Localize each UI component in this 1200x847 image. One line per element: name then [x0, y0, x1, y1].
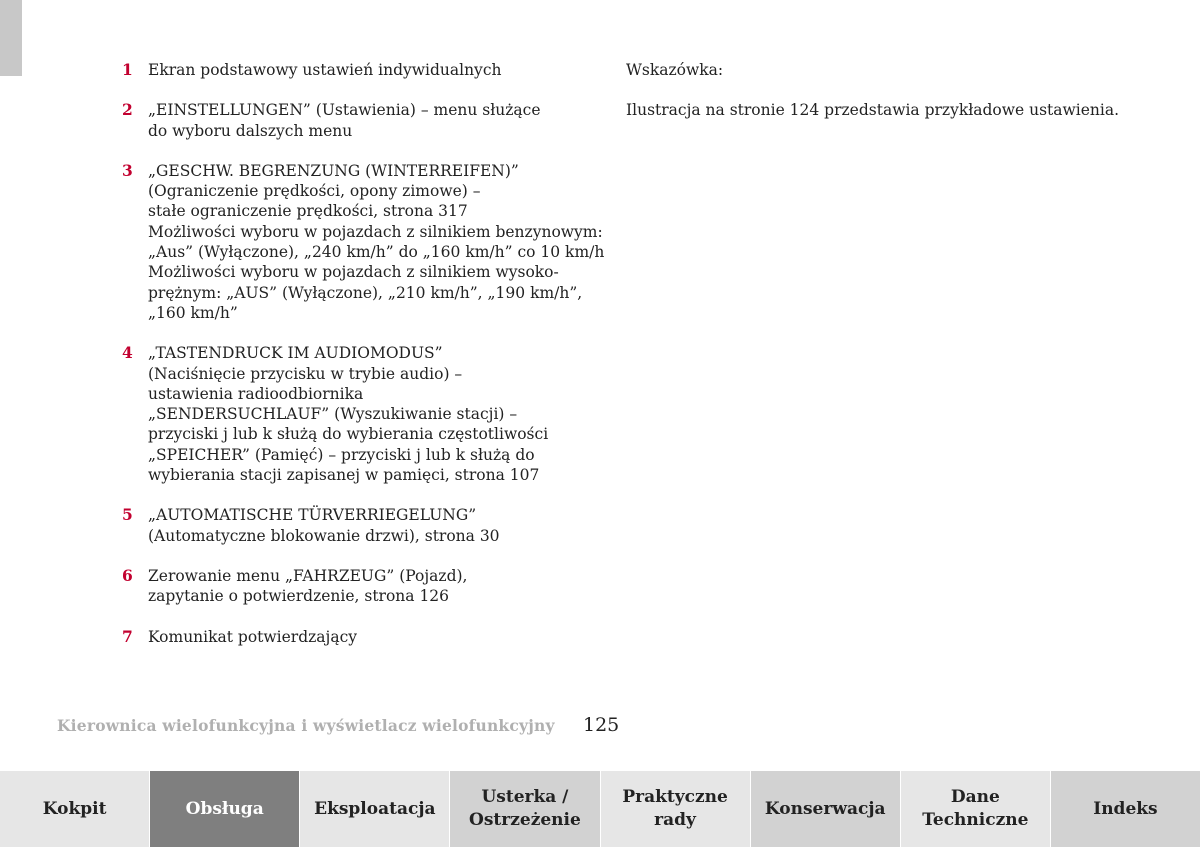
legend-item-line: „AUTOMATISCHE TÜRVERRIEGELUNG”: [148, 506, 477, 525]
legend-item-text: [148, 161, 604, 323]
tab-label: Dane: [950, 787, 1000, 807]
note-text: Ilustracja na stronie 124 przedstawia przykładowe ustawienia.: [626, 101, 1120, 120]
legend-item-line: zapytanie o potwierdzenie, strona 126: [148, 587, 450, 606]
legend-item-line: „EINSTELLUNGEN” (Ustawienia) – menu służące: [148, 101, 541, 120]
legend-item-line: do wyboru dalszych menu: [148, 121, 353, 140]
tab-label: Kokpit: [42, 798, 107, 819]
tab-label-group: [922, 786, 1028, 832]
legend-item-number: 3: [122, 160, 133, 180]
tab-label-group: [186, 798, 264, 821]
tab-label-group: [1093, 798, 1157, 821]
legend-item-line: „TASTENDRUCK IM AUDIOMODUS”: [148, 344, 443, 363]
tab-label-group: [314, 798, 435, 821]
tab-indeks[interactable]: [1051, 771, 1200, 847]
legend-item-line: ustawienia radioodbiornika: [148, 384, 364, 403]
legend-item-number: 7: [122, 626, 133, 646]
legend-item-line: (Ograniczenie prędkości, opony zimowe) –: [148, 182, 481, 201]
legend-item-number: 6: [122, 565, 133, 585]
legend-item-number: 5: [122, 505, 133, 525]
legend-item-text: [148, 627, 592, 647]
legend-item-line: „SPEICHER” (Pamięć) – przyciski j lub k służą do: [148, 445, 535, 464]
page-corner-marker: [0, 0, 22, 76]
legend-item-line: „160 km/h”: [148, 303, 238, 322]
legend-item-line: przyciski j lub k służą do wybierania częstotliwości: [148, 425, 549, 444]
legend-item-line: Możliwości wyboru w pojazdach z silnikiem benzynowym:: [148, 222, 603, 241]
tab-label-group: [43, 798, 107, 821]
legend-item-line: prężnym: „AUS” (Wyłączone), „210 km/h”, „190 km/h”,: [148, 283, 583, 302]
tab-label: Techniczne: [922, 810, 1029, 830]
legend-item-line: (Automatyczne blokowanie drzwi), strona 30: [148, 526, 500, 545]
tab-praktyczne[interactable]: [601, 771, 751, 847]
legend-item-number: 1: [122, 60, 133, 79]
tab-dane[interactable]: [901, 771, 1051, 847]
legend-item: [122, 100, 592, 141]
legend-item-line: Ekran podstawowy ustawień indywidualnych: [148, 61, 502, 79]
legend-item-text: [148, 505, 592, 546]
note-title: Wskazówka:: [626, 61, 724, 79]
legend-item: [122, 566, 592, 607]
tab-obsluga[interactable]: [150, 771, 300, 847]
legend-item-text: [148, 343, 592, 485]
legend-item-line: Zerowanie menu „FAHRZEUG” (Pojazd),: [148, 566, 468, 585]
tab-label-group: [622, 786, 727, 832]
tab-konserwacja[interactable]: [751, 771, 901, 847]
tab-label: Konserwacja: [764, 798, 886, 819]
tab-label-group: [765, 798, 886, 821]
legend-item-line: Możliwości wyboru w pojazdach z silnikiem wysoko-: [148, 263, 559, 282]
legend-item-number: 2: [122, 100, 133, 120]
chapter-nav-bar: [0, 771, 1200, 847]
legend-item-text: [148, 100, 592, 141]
legend-item-line: (Naciśnięcie przycisku w trybie audio) –: [148, 364, 463, 383]
tab-label: Usterka /: [481, 787, 569, 807]
legend-item-line: stałe ograniczenie prędkości, strona 317: [148, 202, 468, 221]
legend-item-line: „SENDERSUCHLAUF” (Wyszukiwanie stacji) –: [148, 405, 518, 424]
tab-label: Obsługa: [185, 798, 264, 819]
page-number: 125: [583, 714, 620, 736]
legend-item: [122, 627, 592, 647]
note-section: [626, 60, 1166, 121]
section-title: Kierownica wielofunkcyjna i wyświetlacz wielofunkcyjny: [57, 716, 555, 735]
legend-list: [122, 60, 605, 667]
legend-item-line: Komunikat potwierdzający: [148, 627, 358, 646]
tab-eksploatacja[interactable]: [300, 771, 450, 847]
tab-label: Ostrzeżenie: [469, 810, 581, 830]
tab-label: rady: [654, 810, 696, 830]
legend-item-line: wybierania stacji zapisanej w pamięci, strona 107: [148, 466, 540, 485]
tab-kokpit[interactable]: [0, 771, 150, 847]
legend-item: [122, 160, 605, 323]
legend-item-line: „Aus” (Wyłączone), „240 km/h” do „160 km/h” co 10 km/h: [148, 243, 605, 262]
tab-label: Eksploatacja: [314, 798, 436, 819]
tab-usterka[interactable]: [450, 771, 600, 847]
legend-item-text: [148, 566, 592, 607]
tab-label: Indeks: [1093, 798, 1158, 819]
tab-label-group: [469, 786, 581, 832]
legend-item: [122, 505, 592, 546]
legend-item: [122, 343, 592, 485]
legend-item-number: 4: [122, 343, 133, 363]
legend-item-line: „GESCHW. BEGRENZUNG (WINTERREIFEN)”: [148, 161, 519, 180]
legend-item: [122, 60, 592, 80]
legend-item-text: [148, 60, 592, 80]
tab-label: Praktyczne: [622, 787, 728, 807]
